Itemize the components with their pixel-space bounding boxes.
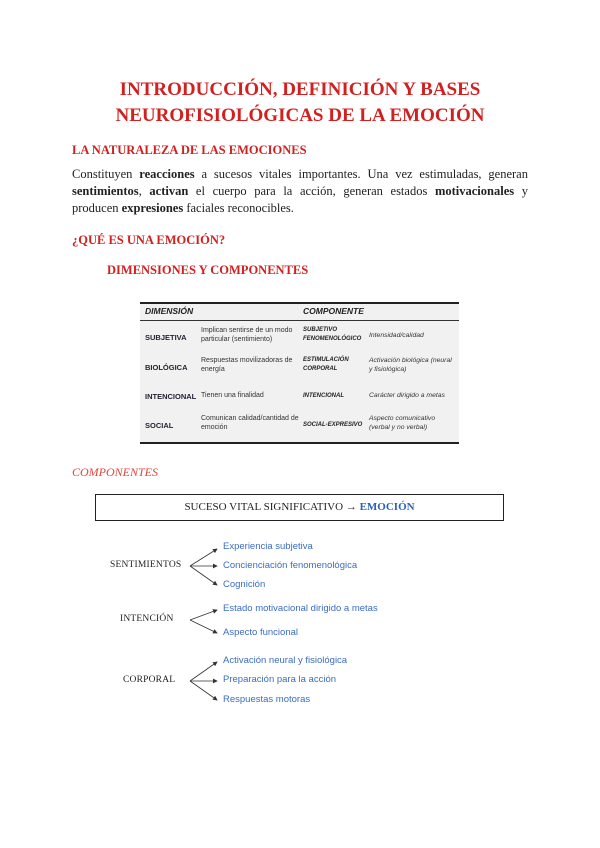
leaf-aspecto-funcional: Aspecto funcional xyxy=(223,627,298,638)
leaf-estado-motivacional: Estado motivacional dirigido a metas xyxy=(223,603,378,614)
cell-component: SOCIAL-EXPRESIVO xyxy=(303,422,363,428)
leaf-experiencia: Experiencia subjetiva xyxy=(223,541,313,552)
group-label-corporal: CORPORAL xyxy=(123,675,176,685)
cell-detail: Carácter dirigido a metas xyxy=(369,392,445,399)
leaf-respuestas: Respuestas motoras xyxy=(223,694,311,705)
branch-arrow xyxy=(190,620,217,633)
branch-arrow xyxy=(190,549,217,566)
group-label-intencion: INTENCIÓN xyxy=(120,614,174,624)
section-heading-naturaleza: LA NATURALEZA DE LAS EMOCIONES xyxy=(72,143,307,157)
bold-term: expresiones xyxy=(121,201,184,215)
cell-description: Implican sentirse de un modo particular (sentimiento) xyxy=(201,327,293,343)
bold-term: reacciones xyxy=(139,167,195,181)
cell-description: Tienen una finalidad xyxy=(201,392,264,399)
header-dimension: DIMENSIÓN xyxy=(145,306,194,316)
components-heading: COMPONENTES xyxy=(72,465,159,479)
text-run: y producen xyxy=(72,184,528,215)
cell-component: INTENCIONAL xyxy=(303,393,344,399)
branch-arrow xyxy=(190,610,217,620)
cell-dimension: INTENCIONAL xyxy=(145,392,197,401)
leaf-preparacion: Preparación para la acción xyxy=(223,674,337,685)
header-componente: COMPONENTE xyxy=(303,306,364,316)
leaf-cognicion: Cognición xyxy=(223,579,266,590)
cell-description: Comunican calidad/cantidad de emoción xyxy=(201,415,299,431)
leaf-concienciacion: Concienciación fenomenológica xyxy=(223,560,358,571)
branch-arrow xyxy=(190,681,217,700)
cell-description: Respuestas movilizadoras de energía xyxy=(201,357,293,373)
cell-detail: Intensidad/calidad xyxy=(369,332,424,339)
bold-term: activan xyxy=(149,184,189,198)
page-title-line-1: INTRODUCCIÓN, DEFINICIÓN Y BASES xyxy=(119,79,481,100)
cell-dimension: SOCIAL xyxy=(145,421,174,430)
subheading-dimensiones: DIMENSIONES Y COMPONENTES xyxy=(107,263,309,277)
arrow-icon: → xyxy=(345,501,357,513)
leaf-activacion: Activación neural y fisiológica xyxy=(223,655,348,666)
page-title-line-2: NEUROFISIOLÓGICAS DE LA EMOCIÓN xyxy=(115,105,485,126)
cell-component: ESTIMULACIÓN CORPORAL xyxy=(303,357,349,372)
text-run: Constituyen xyxy=(72,167,140,181)
text-run: , xyxy=(138,184,150,198)
text-run: el cuerpo para la acción, generan estados xyxy=(188,184,435,198)
bold-term: sentimientos xyxy=(72,184,139,198)
cell-component: SUBJETIVO FENOMENOLÓGICO xyxy=(303,327,362,342)
cell-dimension: SUBJETIVA xyxy=(145,333,187,342)
branch-arrow xyxy=(190,662,217,681)
bold-term: motivacionales xyxy=(434,184,515,198)
cell-detail: Aspecto comunicativo (verbal y no verbal) xyxy=(369,415,436,431)
box-prefix: SUCESO VITAL SIGNIFICATIVO xyxy=(184,501,344,513)
text-run: a sucesos vitales importantes. Una vez estimuladas, generan xyxy=(194,167,528,181)
text-run: faciales reconocibles. xyxy=(183,201,294,215)
group-label-sentimientos: SENTIMIENTOS xyxy=(110,560,182,570)
box-emotion: EMOCIÓN xyxy=(359,501,415,513)
section-heading-que-es: ¿QUÉ ES UNA EMOCIÓN? xyxy=(72,233,226,247)
branch-arrow xyxy=(190,566,217,585)
cell-dimension: BIOLÓGICA xyxy=(145,363,188,372)
cell-detail: Activación biológica (neural y fisiológica) xyxy=(369,357,452,373)
